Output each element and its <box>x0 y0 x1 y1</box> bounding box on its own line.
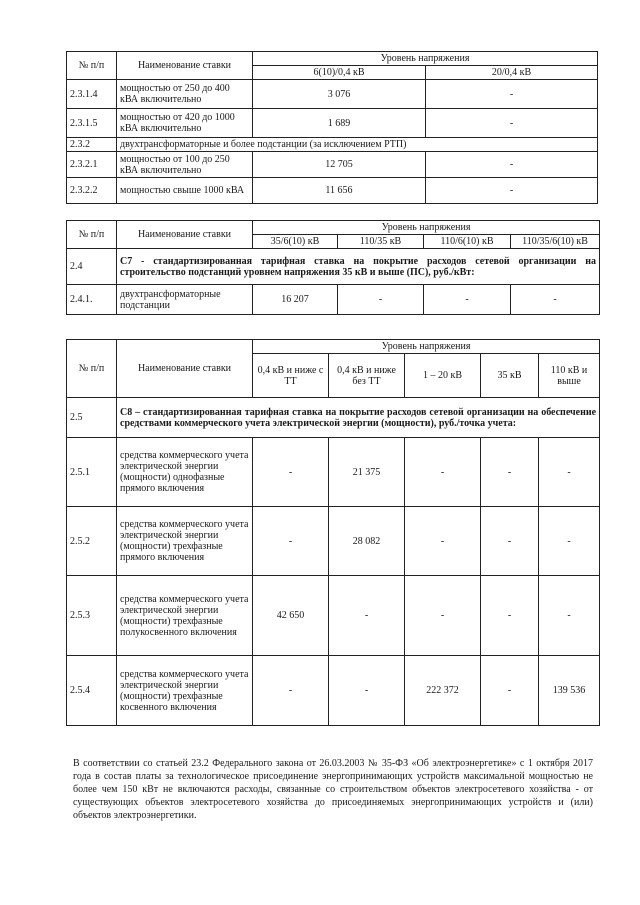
header-col: 0,4 кВ и ниже без ТТ <box>329 354 405 398</box>
row-value: - <box>424 285 511 315</box>
section-title: С8 – стандартизированная тарифная ставка на покрытие расходов сетевой организации на обеспечение средствами коммерческого учета электрической энергии (мощности), руб./точка учета: <box>117 398 600 438</box>
row-name: средства коммерческого учета электрической энергии (мощности) однофазные прямого включения <box>117 438 253 507</box>
row-value: - <box>539 576 600 656</box>
header-col: 110/35 кВ <box>338 235 424 249</box>
row-value: - <box>405 507 481 576</box>
row-value: - <box>481 438 539 507</box>
row-value: - <box>329 576 405 656</box>
row-value: 12 705 <box>253 152 426 178</box>
row-value: - <box>253 507 329 576</box>
section-num: 2.4 <box>67 249 117 285</box>
row-value: - <box>405 438 481 507</box>
row-value: - <box>426 80 598 109</box>
row-value: - <box>426 178 598 204</box>
row-value: - <box>426 109 598 138</box>
row-value: - <box>253 438 329 507</box>
row-name: мощностью от 250 до 400 кВА включительно <box>117 80 253 109</box>
row-num: 2.3.1.4 <box>67 80 117 109</box>
row-num: 2.5.2 <box>67 507 117 576</box>
header-col: 1 – 20 кВ <box>405 354 481 398</box>
header-name: Наименование ставки <box>117 340 253 398</box>
row-value: 16 207 <box>253 285 338 315</box>
header-col: 6(10)/0,4 кВ <box>253 66 426 80</box>
header-col: 0,4 кВ и ниже с ТТ <box>253 354 329 398</box>
row-name: мощностью от 100 до 250 кВА включительно <box>117 152 253 178</box>
row-value: - <box>329 656 405 726</box>
row-name: средства коммерческого учета электрической энергии (мощности) трехфазные косвенного включения <box>117 656 253 726</box>
header-col: 110 кВ и выше <box>539 354 600 398</box>
row-value: 3 076 <box>253 80 426 109</box>
row-name: двухтрансформаторные подстанции <box>117 285 253 315</box>
header-col: 110/35/6(10) кВ <box>511 235 600 249</box>
row-num: 2.3.2 <box>67 138 117 152</box>
tariff-table-2-4 <box>66 220 600 315</box>
row-name: мощностью свыше 1000 кВА <box>117 178 253 204</box>
section-title: С7 - стандартизированная тарифная ставка на покрытие расходов сетевой организации на строительство подстанций уровнем напряжения 35 кВ и выше (ПС), руб./кВт: <box>117 249 600 285</box>
row-value: - <box>539 507 600 576</box>
row-value: - <box>481 507 539 576</box>
row-value: - <box>481 656 539 726</box>
row-value: - <box>426 152 598 178</box>
row-name: средства коммерческого учета электрической энергии (мощности) трехфазные прямого включения <box>117 507 253 576</box>
header-name: Наименование ставки <box>117 52 253 80</box>
header-num: № п/п <box>67 340 117 398</box>
row-name: мощностью от 420 до 1000 кВА включительно <box>117 109 253 138</box>
row-value: 1 689 <box>253 109 426 138</box>
row-value: - <box>511 285 600 315</box>
tariff-table-2-5 <box>66 339 600 726</box>
row-value: - <box>338 285 424 315</box>
header-voltage-level: Уровень напряжения <box>253 52 598 66</box>
row-value: 222 372 <box>405 656 481 726</box>
legal-note-paragraph: В соответствии со статьей 23.2 Федерального закона от 26.03.2003 № 35-ФЗ «Об электроэнергетике» с 1 октября 2017 года в состав платы за технологическое присоединение энергопринимающих устройств максимальной мощностью не более чем 150 кВт не включаются расходы, связанные со строительством объектов электросетевого хозяйства - от существующих объектов электросетевого хозяйства до присоединяемых энергопринимающих устройств и (или) объектов электроэнергетики. <box>73 758 593 821</box>
header-voltage-level: Уровень напряжения <box>253 221 600 235</box>
header-name: Наименование ставки <box>117 221 253 249</box>
row-value: 28 082 <box>329 507 405 576</box>
row-value: - <box>481 576 539 656</box>
header-col: 35 кВ <box>481 354 539 398</box>
row-group-title: двухтрансформаторные и более подстанции (за исключением РТП) <box>117 138 598 152</box>
header-num: № п/п <box>67 221 117 249</box>
row-value: 139 536 <box>539 656 600 726</box>
row-num: 2.5.1 <box>67 438 117 507</box>
row-num: 2.4.1. <box>67 285 117 315</box>
header-voltage-level: Уровень напряжения <box>253 340 600 354</box>
header-col: 110/6(10) кВ <box>424 235 511 249</box>
row-value: - <box>253 656 329 726</box>
row-num: 2.3.1.5 <box>67 109 117 138</box>
row-num: 2.5.3 <box>67 576 117 656</box>
header-col: 35/6(10) кВ <box>253 235 338 249</box>
row-value: 42 650 <box>253 576 329 656</box>
row-num: 2.3.2.2 <box>67 178 117 204</box>
row-value: 21 375 <box>329 438 405 507</box>
row-value: - <box>405 576 481 656</box>
row-num: 2.3.2.1 <box>67 152 117 178</box>
row-value: - <box>539 438 600 507</box>
header-col: 20/0,4 кВ <box>426 66 598 80</box>
tariff-table-2-3 <box>66 51 598 204</box>
row-name: средства коммерческого учета электрической энергии (мощности) трехфазные полукосвенного включения <box>117 576 253 656</box>
row-num: 2.5.4 <box>67 656 117 726</box>
section-num: 2.5 <box>67 398 117 438</box>
header-num: № п/п <box>67 52 117 80</box>
row-value: 11 656 <box>253 178 426 204</box>
